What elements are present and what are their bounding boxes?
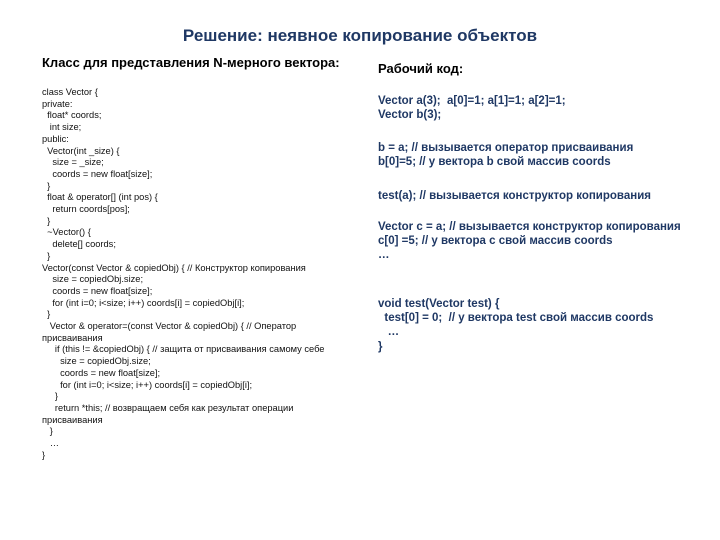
- working-code-block-declarations: [378, 94, 688, 122]
- class-heading: Класс для представления N-мерного вектора:: [42, 55, 340, 70]
- class-code-block: [42, 87, 354, 462]
- code-line: for (int i=0; i<size; i++) coords[i] = copiedObj[i];: [42, 379, 253, 390]
- working-code-line: test[0] = 0; // у вектора test свой массив coords: [378, 312, 654, 325]
- code-line: int size;: [42, 122, 82, 133]
- working-code-block-assignment: [378, 141, 688, 169]
- working-code-line: b = a; // вызывается оператор присваивания: [378, 142, 634, 154]
- code-line: private:: [42, 98, 73, 109]
- code-line: …: [42, 438, 60, 449]
- working-code-line: …: [378, 249, 390, 262]
- working-code-block-copy-init: [378, 220, 688, 263]
- code-line: class Vector {: [42, 87, 98, 97]
- working-code-line: }: [378, 340, 383, 353]
- code-line: ~Vector() {: [42, 227, 91, 238]
- code-line: }: [42, 250, 51, 261]
- code-line: }: [42, 215, 51, 226]
- code-line: }: [42, 391, 59, 402]
- code-line: return coords[pos];: [42, 204, 130, 215]
- working-code-line: b[0]=5; // у вектора b свой массив coords: [378, 156, 611, 169]
- working-code-block-test-function: [378, 297, 688, 354]
- code-line: if (this != &copiedObj) { // защита от присваивания самому себе: [42, 344, 325, 355]
- code-line: Vector(int _size) {: [42, 145, 120, 156]
- code-line: size = _size;: [42, 157, 104, 168]
- code-line: }: [42, 449, 46, 460]
- working-code-line: Vector b(3);: [378, 109, 442, 122]
- code-line: coords = new float[size];: [42, 367, 161, 378]
- slide-title: Решение: неявное копирование объектов: [182, 26, 538, 45]
- code-line: }: [42, 426, 53, 437]
- working-code-line: void test(Vector test) {: [378, 298, 500, 310]
- code-line: Vector & operator=(const Vector & copiedObj) { // Оператор присваивания: [42, 321, 299, 343]
- code-line: }: [42, 309, 51, 320]
- code-line: size = copiedObj.size;: [42, 274, 144, 285]
- code-line: return *this; // возвращаем себя как результат операции присваивания: [42, 402, 297, 425]
- working-code-heading: Рабочий код:: [378, 61, 464, 76]
- working-code-line: Vector a(3); a[0]=1; a[1]=1; a[2]=1;: [378, 95, 566, 107]
- code-line: delete[] coords;: [42, 239, 116, 250]
- working-code-line: c[0] =5; // у вектора с свой массив coords: [378, 235, 613, 248]
- code-line: coords = new float[size];: [42, 285, 153, 296]
- code-line: float & operator[] (int pos) {: [42, 192, 158, 203]
- working-code-block-test-call: [378, 189, 688, 203]
- code-line: for (int i=0; i<size; i++) coords[i] = copiedObj[i];: [42, 297, 245, 308]
- working-code-line: test(a); // вызывается конструктор копирования: [378, 190, 651, 202]
- code-line: Vector(const Vector & copiedObj) { // Конструктор копирования: [42, 262, 306, 273]
- code-line: public:: [42, 133, 69, 144]
- code-line: size = copiedObj.size;: [42, 356, 151, 367]
- code-line: }: [42, 180, 51, 191]
- code-line: coords = new float[size];: [42, 168, 153, 179]
- working-code-line: …: [378, 326, 400, 339]
- working-code-line: Vector c = a; // вызывается конструктор копирования: [378, 221, 681, 233]
- code-line: float* coords;: [42, 110, 102, 121]
